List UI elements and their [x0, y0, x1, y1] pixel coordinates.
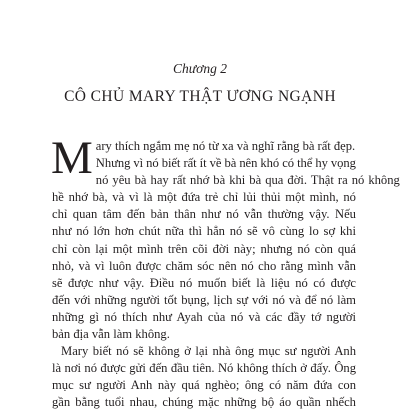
text-line: ary thích ngắm mẹ nó từ xa và nghĩ rằng bà rất đẹp. — [95, 139, 356, 153]
drop-cap: M — [51, 132, 93, 184]
text-line: nó yêu bà hay rất nhớ bà khi bà qua đời. Thật ra nó không — [95, 173, 400, 188]
text-line: chỉ quan tâm đến bản thân như nó vẫn thường vậy. Nếu — [52, 207, 356, 222]
text-line: như nó lớn hơn chút nữa thì hẳn nó sẽ vô cùng lo sợ khi — [52, 224, 356, 239]
text-line: sẽ được như vậy. Điều nó muốn biết là liệu nó có được — [52, 275, 357, 290]
text-line: mục sư người Anh này quá nghèo; ông có năm đứa con — [52, 378, 357, 393]
text-line: gần bằng tuổi nhau, chúng mặc những bộ áo quần nhếch — [52, 395, 356, 410]
text-line: hề nhớ bà, và vì là một đứa trẻ chỉ lủi thủi một mình, nó — [52, 190, 356, 205]
text-line: là nơi nó được gửi đến đầu tiên. Nó không thích ở đấy. Ông — [52, 361, 357, 376]
text-line: nhỏ, và vì luôn được chăm sóc nên nó cho rằng mình vẫn — [52, 258, 356, 273]
text-line: chỉ còn lại một mình trên cõi đời này; nhưng nó còn quá — [52, 241, 357, 256]
chapter-number: Chương 2 — [173, 61, 227, 76]
paragraph-2 — [52, 343, 356, 411]
paragraph-1 — [51, 132, 400, 343]
chapter-body — [51, 132, 400, 412]
text-line: đến với những người tốt bụng, lịch sự với nó và để nó làm — [52, 292, 356, 307]
chapter-title: CÔ CHỦ MARY THẬT ƯƠNG NGẠNH — [64, 88, 336, 105]
text-line: bản địa vẫn làm không. — [52, 327, 170, 342]
text-line: Nhưng vì nó biết rất ít về bà nên khó có thể hy vọng — [95, 156, 356, 171]
text-line: những gì nó thích như Ayah của nó và các đầy tớ người — [52, 309, 357, 324]
text-line: Mary biết nó sẽ không ở lại nhà ông mục sư người Anh — [61, 344, 357, 359]
